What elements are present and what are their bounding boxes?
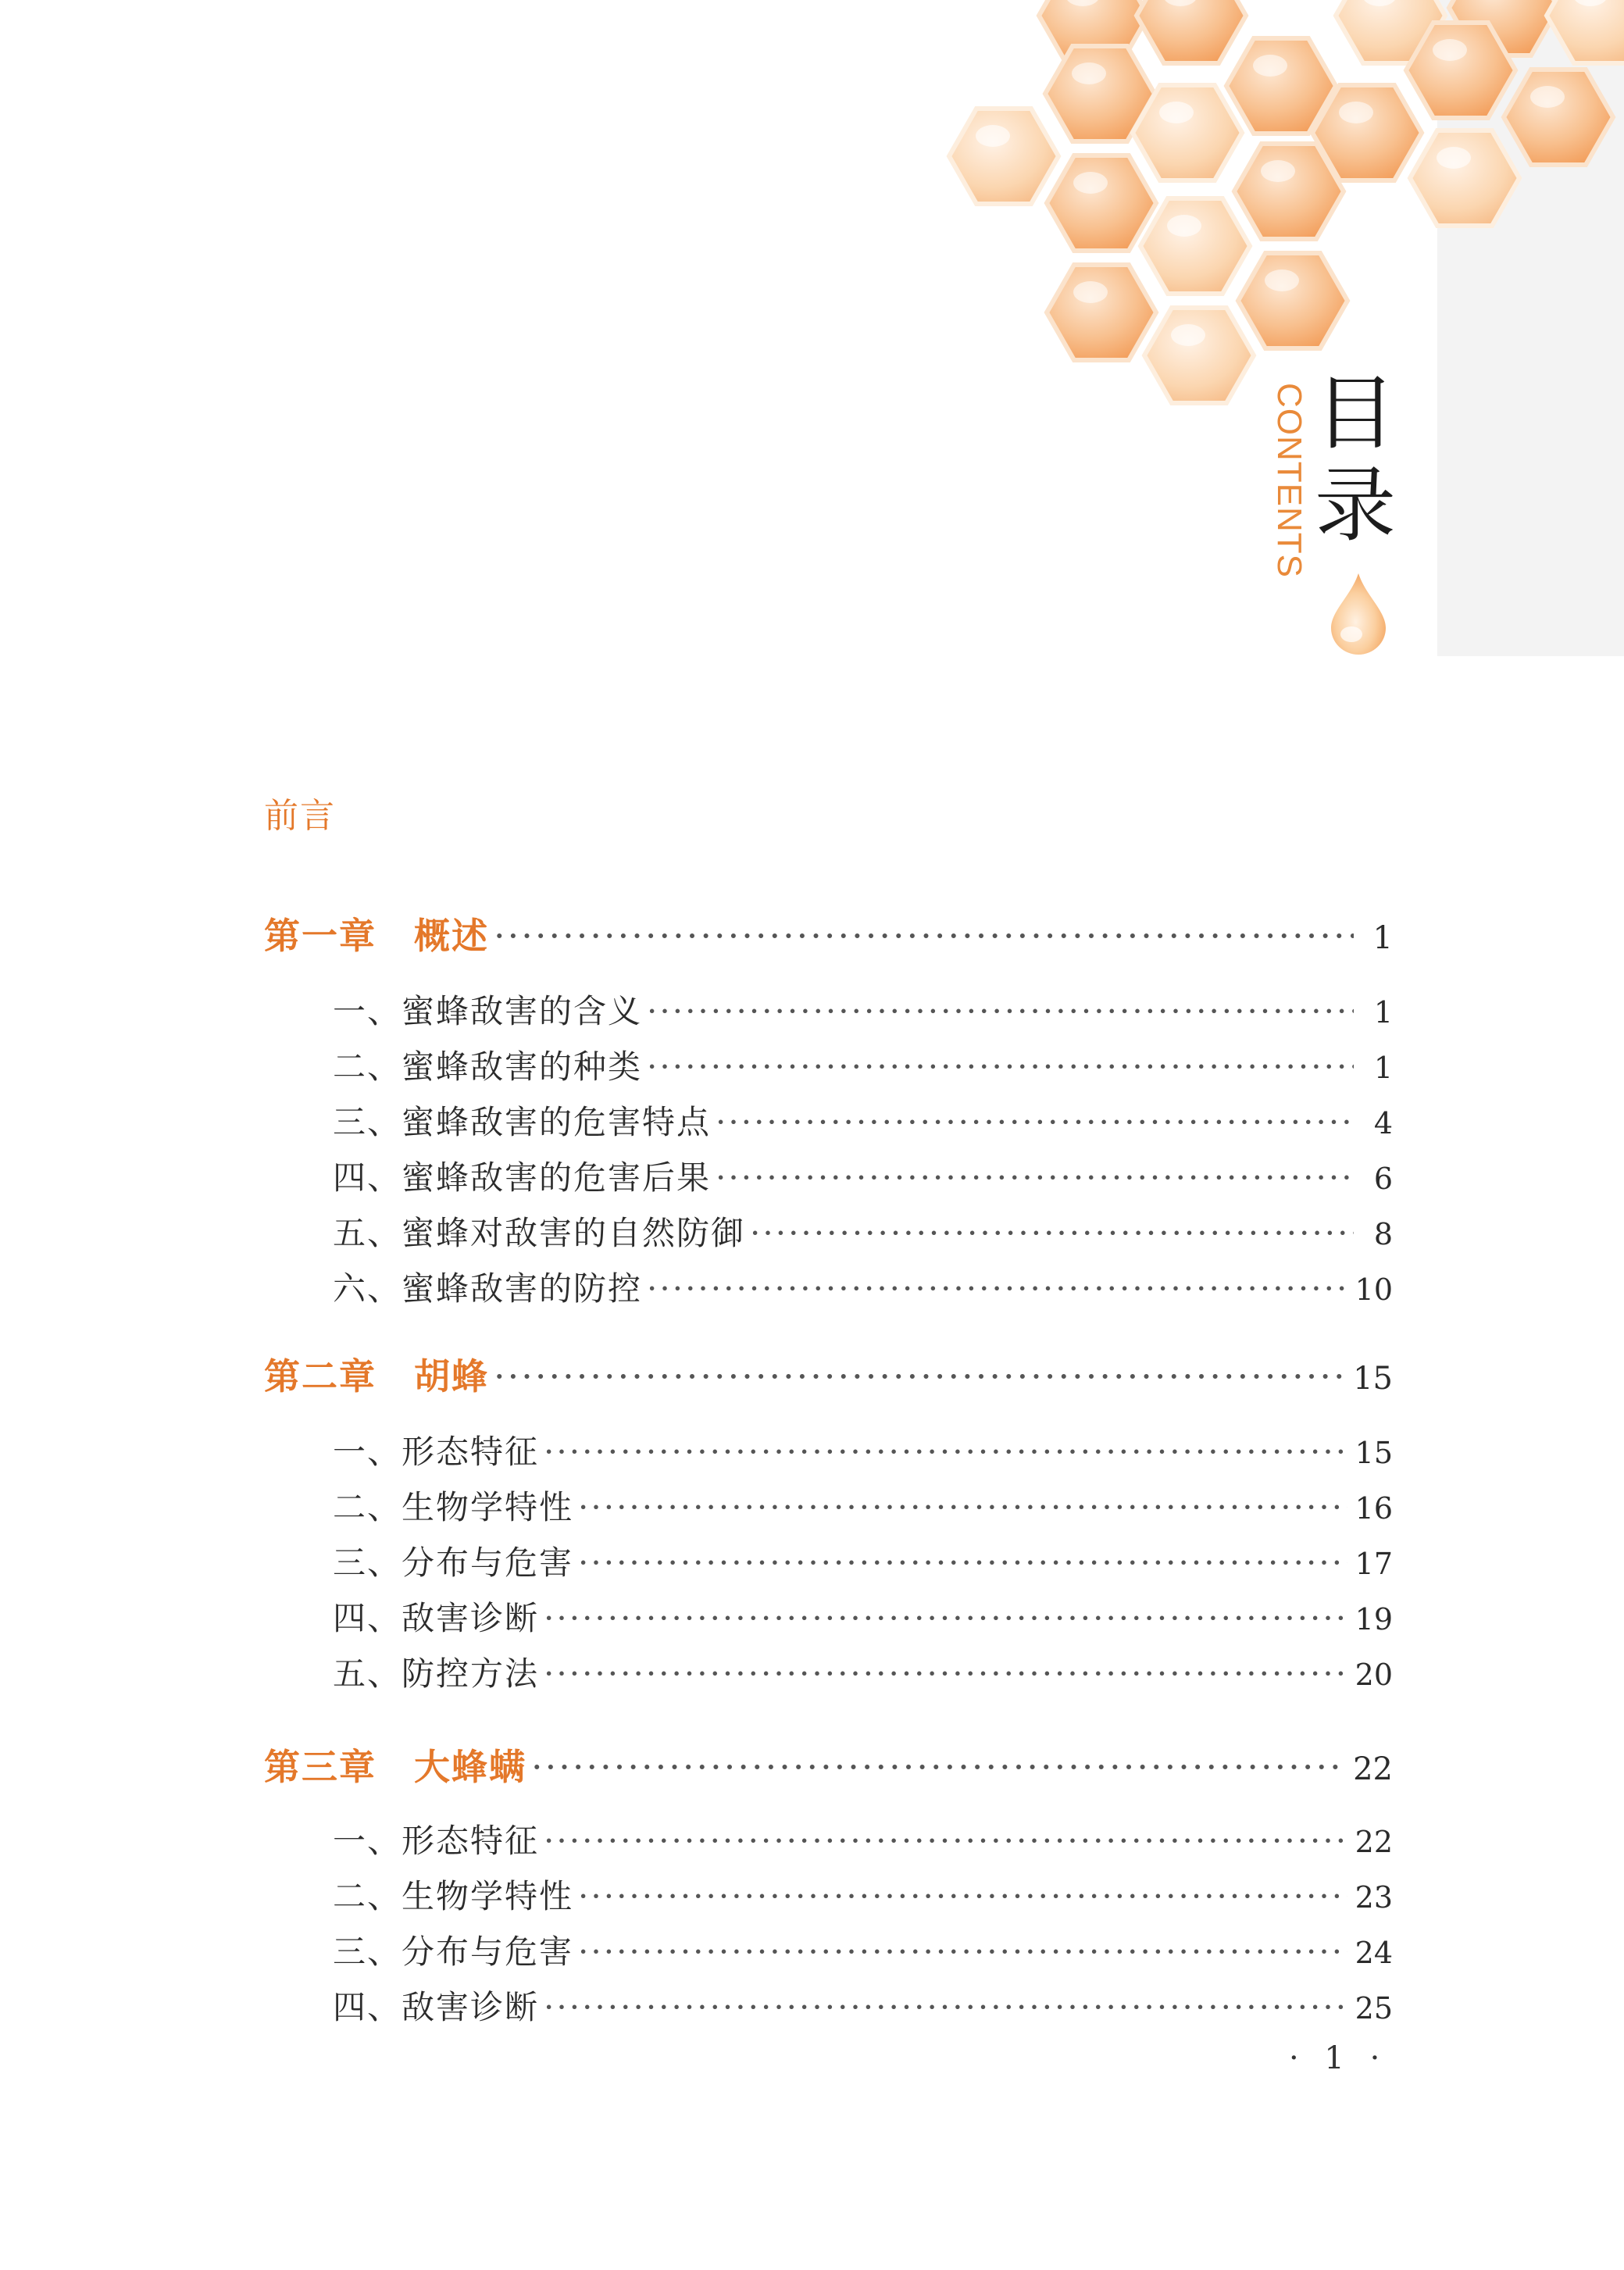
section-label: 一、形态特征 [333,1822,540,1860]
section-label: 四、敌害诊断 [333,1599,540,1637]
dot-leader [531,1746,1345,1788]
section-label: 二、蜜蜂敌害的种类 [333,1048,643,1086]
toc-section-row[interactable] [333,1152,1393,1199]
chapter-page-number: 15 [1353,1361,1393,1397]
toc-section-row[interactable] [333,1871,1393,1918]
toc-preface[interactable]: 前言 [264,796,336,836]
title-char-1: 目 [1315,366,1397,461]
toc-chapter-row[interactable] [264,1348,1393,1400]
dot-leader [544,1599,1347,1637]
toc-section-row[interactable] [333,1648,1393,1695]
chapter-number: 第二章 [264,1355,377,1397]
section-page-number: 22 [1355,1825,1393,1859]
section-page-number: 4 [1373,1106,1393,1140]
section-page-number: 19 [1355,1602,1393,1636]
title-chinese [1315,367,1401,551]
toc-section-row[interactable] [333,986,1393,1033]
toc-section-row[interactable] [333,1426,1393,1473]
section-label: 六、蜜蜂敌害的防控 [333,1269,643,1308]
dot-leader [578,1488,1347,1526]
dot-leader [544,1822,1347,1860]
dot-leader [578,1933,1347,1971]
section-label: 一、蜜蜂敌害的含义 [333,992,643,1030]
dot-leader [647,992,1354,1030]
toc-section-row[interactable] [333,1097,1393,1144]
chapter-label [264,1739,526,1790]
toc-section-row[interactable] [333,1815,1393,1862]
section-label: 五、防控方法 [333,1654,540,1693]
section-page-number: 10 [1355,1272,1393,1307]
dot-leader [544,1654,1347,1693]
dot-leader [647,1269,1347,1308]
toc-section-row[interactable] [333,1208,1393,1255]
chapter-label [264,908,489,959]
dot-leader [716,1103,1354,1141]
section-label: 五、蜜蜂对敌害的自然防御 [333,1214,746,1252]
dot-leader [544,1988,1347,2026]
dot-leader [647,1048,1354,1086]
toc-section-row[interactable] [333,1537,1393,1584]
section-label: 三、蜜蜂敌害的危害特点 [333,1103,712,1141]
dot-leader [750,1214,1354,1252]
section-page-number: 24 [1355,1936,1393,1970]
dot-leader [544,1433,1347,1471]
section-label: 一、形态特征 [333,1433,540,1471]
chapter-title: 胡蜂 [414,1355,489,1397]
chapter-number: 第一章 [264,915,377,957]
toc-section-row[interactable] [333,1041,1393,1088]
section-label: 四、蜜蜂敌害的危害后果 [333,1158,712,1197]
section-label: 三、分布与危害 [333,1544,574,1582]
section-page-number: 1 [1373,995,1393,1030]
toc-section-row[interactable] [333,1926,1393,1973]
section-label: 三、分布与危害 [333,1933,574,1971]
section-page-number: 8 [1373,1217,1393,1251]
section-page-number: 20 [1355,1658,1393,1692]
chapter-page-number: 22 [1353,1751,1393,1787]
section-page-number: 17 [1355,1547,1393,1581]
chapter-page-number: 1 [1372,920,1393,956]
toc-section-row[interactable] [333,1263,1393,1310]
section-page-number: 16 [1355,1491,1393,1526]
toc-chapter-row[interactable] [264,1739,1393,1790]
dot-leader [494,1355,1345,1397]
toc-section-row[interactable] [333,1982,1393,2029]
chapter-label [264,1348,489,1400]
chapter-title: 大蜂螨 [414,1746,526,1788]
dot-leader [578,1544,1347,1582]
chapter-number: 第三章 [264,1746,377,1788]
toc-heading [1262,367,1410,672]
section-page-number: 25 [1355,1991,1393,2026]
section-label: 二、生物学特性 [333,1488,574,1526]
toc-section-row[interactable] [333,1482,1393,1529]
title-english: CONTENTS [1270,383,1308,578]
section-page-number: 6 [1373,1162,1393,1196]
page-folio: · 1 · [1289,2040,1388,2076]
title-char-2: 录 [1315,458,1397,553]
section-label: 二、生物学特性 [333,1877,574,1915]
chapter-title: 概述 [414,915,489,957]
dot-leader [494,915,1354,957]
toc-section-row[interactable] [333,1593,1393,1640]
section-page-number: 15 [1355,1436,1393,1470]
toc-chapter-row[interactable] [264,908,1393,959]
section-page-number: 23 [1355,1880,1393,1915]
honey-drop-icon [1328,572,1389,656]
dot-leader [716,1158,1354,1197]
section-page-number: 1 [1373,1051,1393,1085]
dot-leader [578,1877,1347,1915]
section-label: 四、敌害诊断 [333,1988,540,2026]
